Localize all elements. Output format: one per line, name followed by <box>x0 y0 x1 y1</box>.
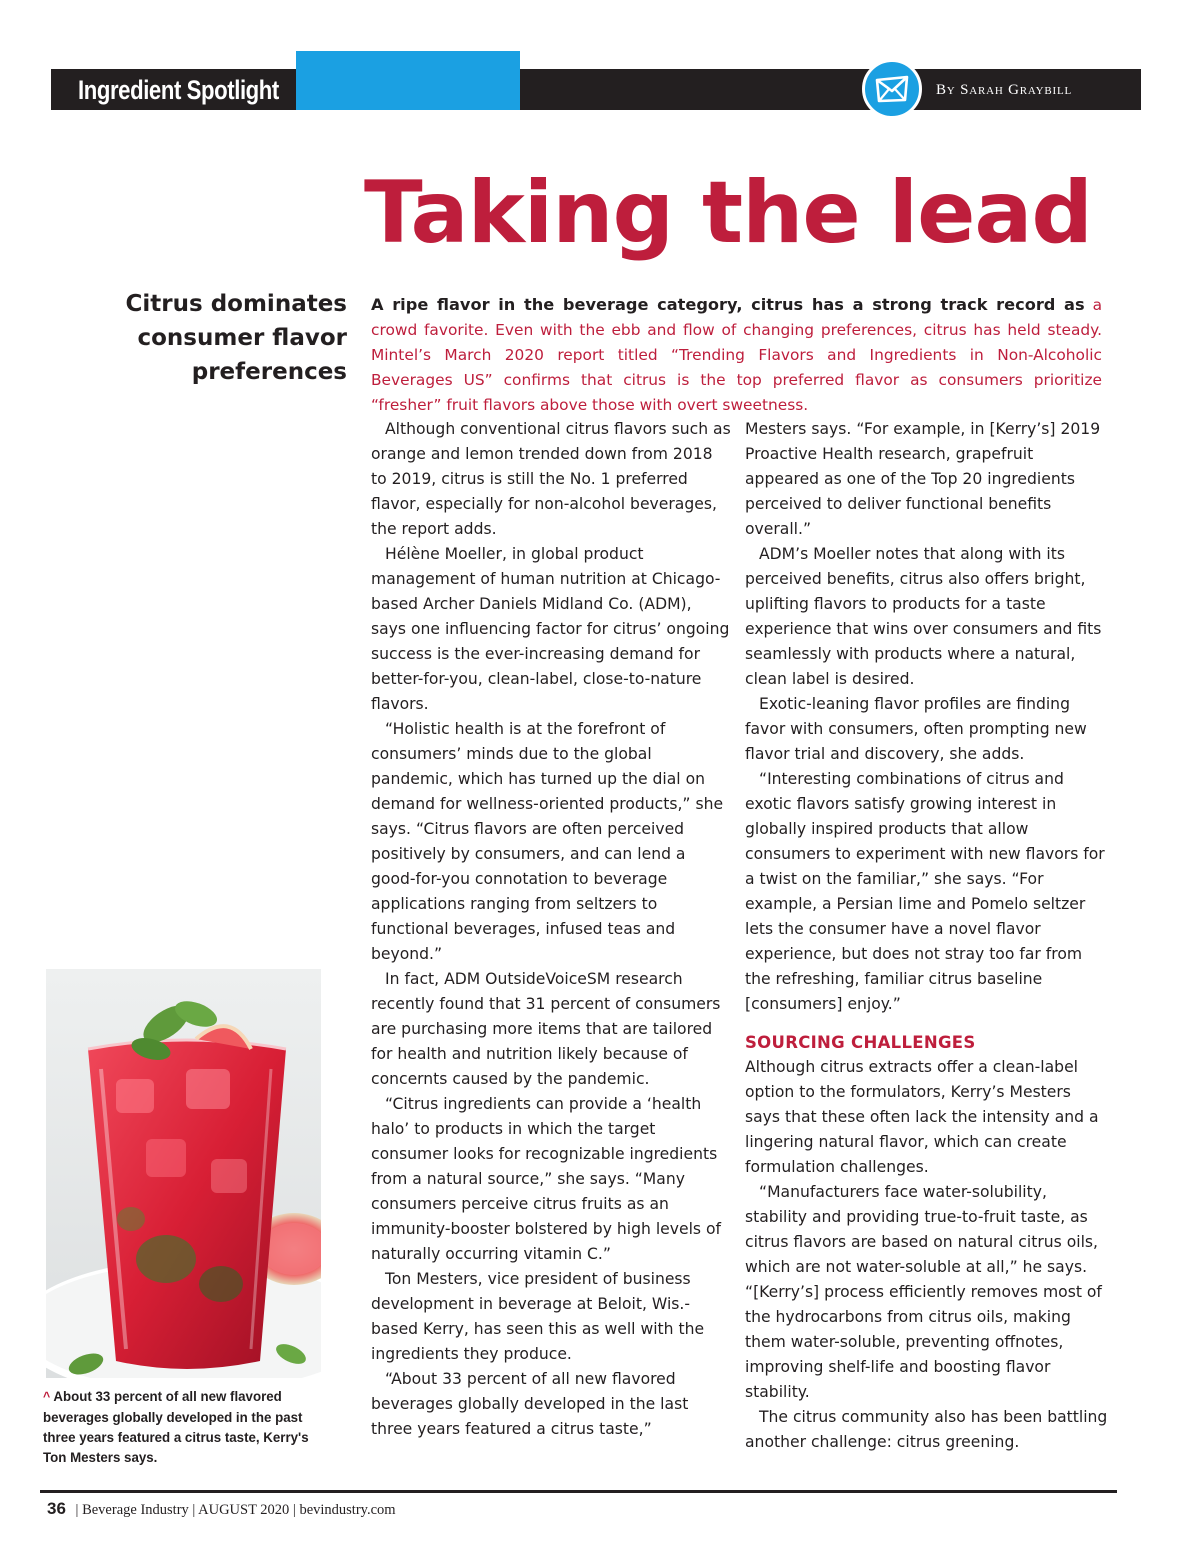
body-paragraph: The citrus community also has been battling another challenge: citrus greening. <box>745 1408 1108 1451</box>
article-column-2 <box>745 417 1110 1455</box>
photo-caption <box>43 1386 319 1467</box>
footer-rule <box>40 1490 1117 1493</box>
body-paragraph: Although citrus extracts offer a clean-label option to the formulators, Kerry’s Mesters says that these often lack the intensity and a lingering natural flavor, which can create formulation challenges. <box>745 1058 1099 1176</box>
mail-icon[interactable] <box>862 59 922 119</box>
body-paragraph: “Holistic health is at the forefront of consumers’ minds due to the global pandemic, which has turned up the dial on demand for wellness-oriented products,” she says. “Citrus flavors are often perceived positively by consumers, and can lend a good-for-you connotation to beverage applications ranging from seltzers to functional beverages, infused teas and beyond.” <box>371 720 724 963</box>
lead-bold-text: A ripe flavor in the beverage category, citrus has a strong track record as <box>371 295 1085 314</box>
footer-text: | Beverage Industry | AUGUST 2020 | bevindustry.com <box>75 1502 396 1518</box>
body-paragraph: In fact, ADM OutsideVoiceSM research recently found that 31 percent of consumers are purchasing more items that are tailored for health and nutrition likely because of concernts caused by the pandemic. <box>371 970 721 1088</box>
subhead-sourcing: SOURCING CHALLENGES <box>745 1033 976 1052</box>
body-paragraph: “Citrus ingredients can provide a ‘health halo’ to products in which the target consumer looks for recognizable ingredients from a natural source,” she says. “Many consumers perceive citrus fruits as an immunity-booster bolstered by high levels of naturally occurring vitamin C.” <box>371 1095 722 1263</box>
body-paragraph: Ton Mesters, vice president of business development in beverage at Beloit, Wis.-based Kerry, has seen this as well with the ingredients they produce. <box>371 1270 705 1363</box>
article-deck: Citrus dominates consumer flavor preferences <box>125 291 347 385</box>
body-paragraph: Exotic-leaning flavor profiles are finding favor with consumers, often prompting new flavor trial and discovery, she adds. <box>745 695 1087 763</box>
body-paragraph: “About 33 percent of all new flavored beverages globally developed in the last three years featured a citrus taste,” <box>371 1370 689 1438</box>
lead-text: a crowd favorite. Even with the ebb and flow of changing preferences, citrus has held steady. Mintel’s March 2020 report titled “Trending Flavors and Ingredients in Non-Alcoholic Beverages US” confirms that citrus is the top preferred flavor as consumers prioritize “fresher” fruit flavors above those with overt sweetness. <box>371 296 1102 414</box>
article-column-1 <box>371 417 731 1442</box>
body-paragraph: Hélène Moeller, in global product management of human nutrition at Chicago-based Archer Daniels Midland Co. (ADM), says one influencing factor for citrus’ ongoing success is the ever-increasing demand for better-for-you, clean-label, close-to-nature flavors. <box>371 545 730 713</box>
header-accent-block <box>296 51 520 110</box>
article-headline: Taking the lead <box>363 163 1092 263</box>
author-byline: By Sarah Graybill <box>936 82 1073 98</box>
body-paragraph: “Manufacturers face water-solubility, stability and providing true-to-fruit taste, as citrus flavors are based on natural citrus oils, which are not water-soluble at all,” he says. “[Kerry’s] process efficiently removes most of the hydrocarbons from citrus oils, making them water-soluble, preventing offnotes, improving shelf-life and boosting flavor stability. <box>745 1183 1102 1401</box>
caption-marker-icon: ^ <box>43 1389 51 1404</box>
body-paragraph-continued: Mesters says. “For example, in [Kerry’s] 2019 Proactive Health research, grapefruit appeared as one of the Top 20 ingredients perceived to deliver functional benefits overall.” <box>745 420 1101 538</box>
cocktail-photo <box>46 969 321 1378</box>
body-paragraph: ADM’s Moeller notes that along with its perceived benefits, citrus also offers bright, uplifting flavors to products for a taste experience that wins over consumers and fits seamlessly with products where a natural, clean label is desired. <box>745 545 1102 688</box>
lead-paragraph <box>371 292 1102 418</box>
page-footer <box>47 1498 396 1520</box>
section-label: Ingredient Spotlight <box>78 75 279 105</box>
page-number: 36 <box>47 1499 66 1518</box>
body-paragraph: “Interesting combinations of citrus and exotic flavors satisfy growing interest in globally inspired products that allow consumers to experiment with new flavors for a twist on the familiar,” she says. “For example, a Persian lime and Pomelo seltzer lets the consumer have a novel flavor experience, but does not stray too far from the refreshing, familiar citrus baseline [consumers] enjoy.” <box>745 770 1105 1013</box>
body-paragraph: Although conventional citrus flavors such as orange and lemon trended down from 2018 to 2019, citrus is still the No. 1 preferred flavor, especially for non-alcohol beverages, the report adds. <box>371 420 731 538</box>
caption-text: About 33 percent of all new flavored beverages globally developed in the past three years featured a citrus taste, Kerry's Ton Mesters says. <box>43 1388 309 1465</box>
